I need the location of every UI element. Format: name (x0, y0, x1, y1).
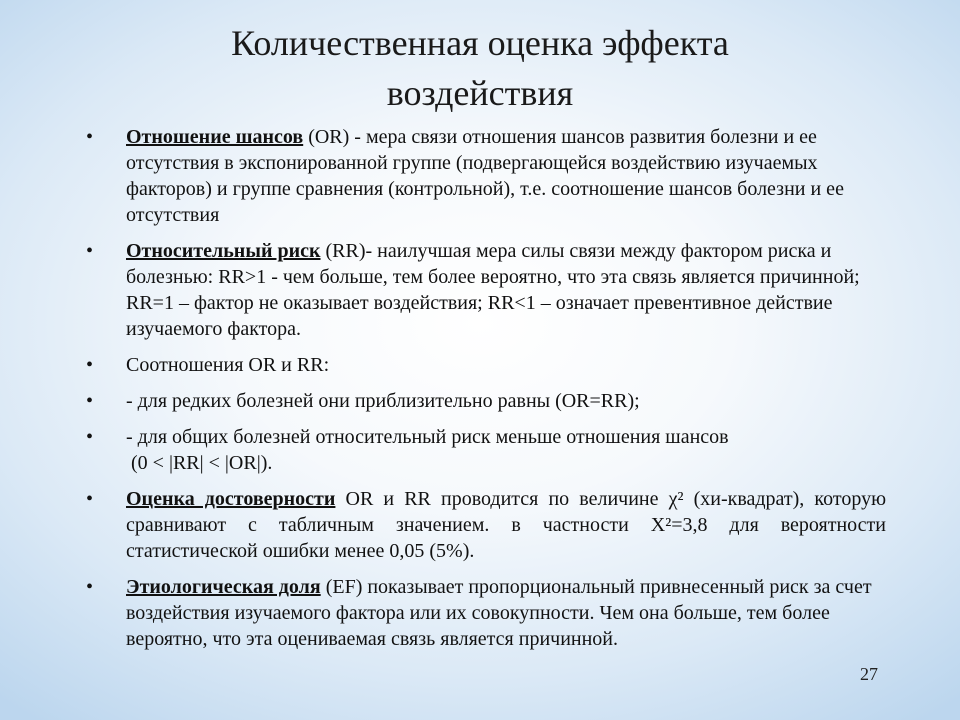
bullet-text: (EF) показывает пропорциональный привнесенный риск за счет воздействия изучаемого фактора или их совокупности. Чем она больше, тем более вероятно, что эта оцениваемая связь является причинной. (126, 576, 872, 650)
bullet-term: Отношение шансов (126, 126, 304, 148)
slide-title-line-1: Количественная оценка эффекта (231, 23, 729, 63)
bullet-term: Этиологическая доля (126, 576, 321, 598)
bullet-dot-icon: • (86, 126, 94, 148)
bullet-text: (RR)- наилучшая мера силы связи между фактором риска и болезнью: RR>1 - чем больше, тем более вероятно, что эта связь является причинной; RR=1 – фактор не оказывает воздействия; RR<1 – означает превентивное действие изучаемого фактора. (126, 240, 860, 340)
bullet-term: Относительный риск (126, 240, 321, 262)
slide-title-line-2: воздействия (386, 73, 574, 113)
bullet-text: Соотношения OR и RR: (126, 354, 330, 376)
bullet-item-rare-diseases (86, 388, 886, 414)
bullet-item-ratio-heading (86, 352, 886, 378)
bullet-text: (OR) - мера связи отношения шансов развития болезни и ее отсутствия в экспонированной группе (подвергающейся воздействию изучаемых факторов) и группе сравнения (контрольной), т.е. соотношение шансов болезни и ее отсутствия (126, 126, 844, 226)
bullet-text: - для редких болезней они приблизительно равны (OR=RR); (126, 390, 640, 412)
bullet-dot-icon: • (86, 576, 94, 598)
bullet-term: Оценка достоверности (126, 488, 336, 510)
bullet-text: - для общих болезней относительный риск меньше отношения шансов (126, 426, 729, 448)
slide-title (80, 18, 880, 118)
bullet-item-significance (86, 486, 886, 564)
bullet-dot-icon: • (86, 488, 94, 510)
bullet-dot-icon: • (86, 390, 94, 412)
bullet-list (86, 124, 886, 662)
bullet-text: OR и RR проводится по величине χ² (хи-квадрат), которую сравнивают с табличным значением. в частности Х²=3,8 для вероятности статистической ошибки менее 0,05 (5%). (126, 488, 887, 562)
page-number: 27 (860, 664, 878, 684)
bullet-item-relative-risk (86, 238, 886, 342)
bullet-dot-icon: • (86, 240, 94, 262)
bullet-item-etiologic-fraction (86, 574, 886, 652)
bullet-item-common-diseases (86, 424, 886, 476)
bullet-text-formula: (0 < |RR| < |OR|). (126, 452, 273, 474)
bullet-item-odds-ratio (86, 124, 886, 228)
bullet-dot-icon: • (86, 354, 94, 376)
bullet-dot-icon: • (86, 426, 94, 448)
